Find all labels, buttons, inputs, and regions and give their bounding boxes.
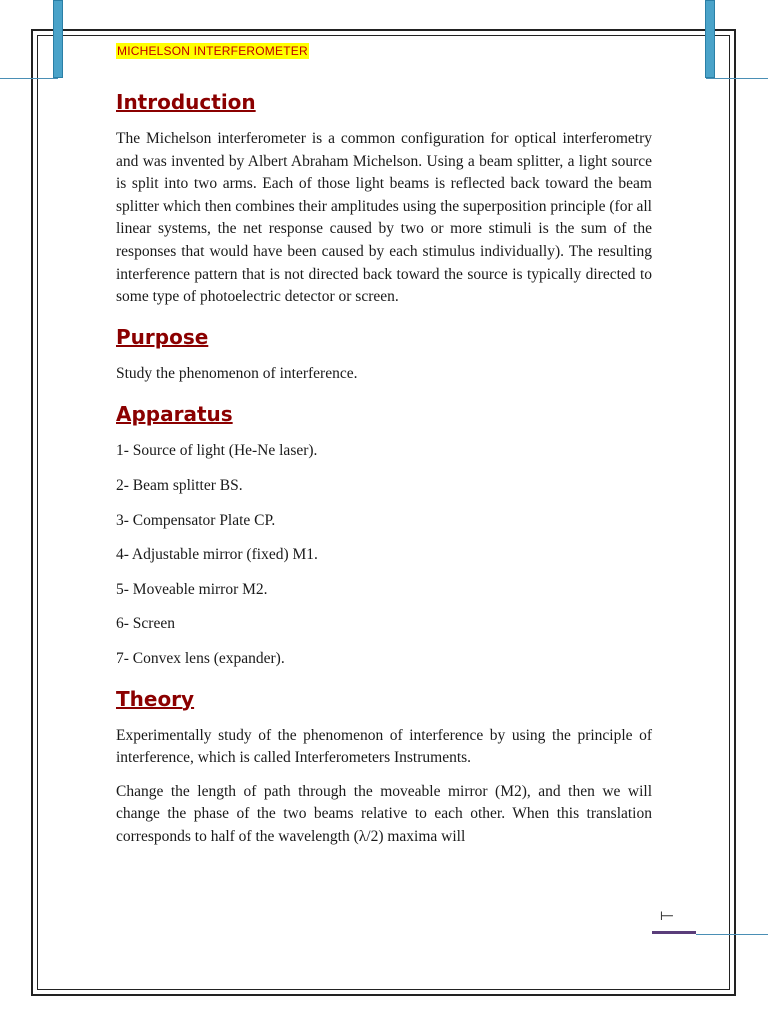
list-item: 2- Beam splitter BS. xyxy=(116,476,243,494)
header-rule-right xyxy=(706,78,768,79)
list-item: 7- Convex lens (expander). xyxy=(116,649,285,667)
list-item: 6- Screen xyxy=(116,615,175,633)
header-rule-left xyxy=(0,78,58,79)
list-item: 1- Source of light (He-Ne laser). xyxy=(116,442,318,460)
heading-purpose: Purpose xyxy=(116,324,209,349)
apparatus-list xyxy=(116,440,652,682)
running-header: MICHELSON INTERFEROMETER xyxy=(117,44,308,58)
list-item: 4- Adjustable mirror (fixed) M1. xyxy=(116,546,318,564)
page-number-icon: ⟝ xyxy=(660,905,674,924)
list-item: 5- Moveable mirror M2. xyxy=(116,580,268,598)
footer-accent-bar xyxy=(652,931,696,934)
heading-introduction: Introduction xyxy=(116,90,256,114)
header-decor-bar-right xyxy=(705,0,715,78)
paragraph-theory-2: Change the length of path through the moveable mirror (M2), and then we will change the phase of the two beams relative to each other. When this translation corresponds to half of the wavelength (λ/2) maxima will xyxy=(116,782,652,845)
list-item: 3- Compensator Plate CP. xyxy=(116,511,276,529)
paragraph-introduction: The Michelson interferometer is a common configuration for optical interferometry and was invented by Albert Abraham Michelson. Using a beam splitter, a light source is split into two arms. Each of those light beams is reflected back toward the beam splitter which then combines their amplitudes using the superposition principle (for all linear systems, the net response caused by two or more stimuli is the sum of the responses that would have been caused by each stimulus individually). The resulting interference pattern that is not directed back toward the source is typically directed to some type of photoelectric detector or screen. xyxy=(116,130,652,306)
heading-apparatus: Apparatus xyxy=(116,402,233,427)
footer-rule xyxy=(696,934,768,935)
header-decor-bar-left xyxy=(53,0,63,78)
document-body xyxy=(116,88,652,848)
paragraph-purpose: Study the phenomenon of interference. xyxy=(116,364,358,382)
paragraph-theory-1: Experimentally study of the phenomenon of interference by using the principle of interference, which is called Interferometers Instruments. xyxy=(116,726,652,767)
heading-theory: Theory xyxy=(116,686,195,711)
